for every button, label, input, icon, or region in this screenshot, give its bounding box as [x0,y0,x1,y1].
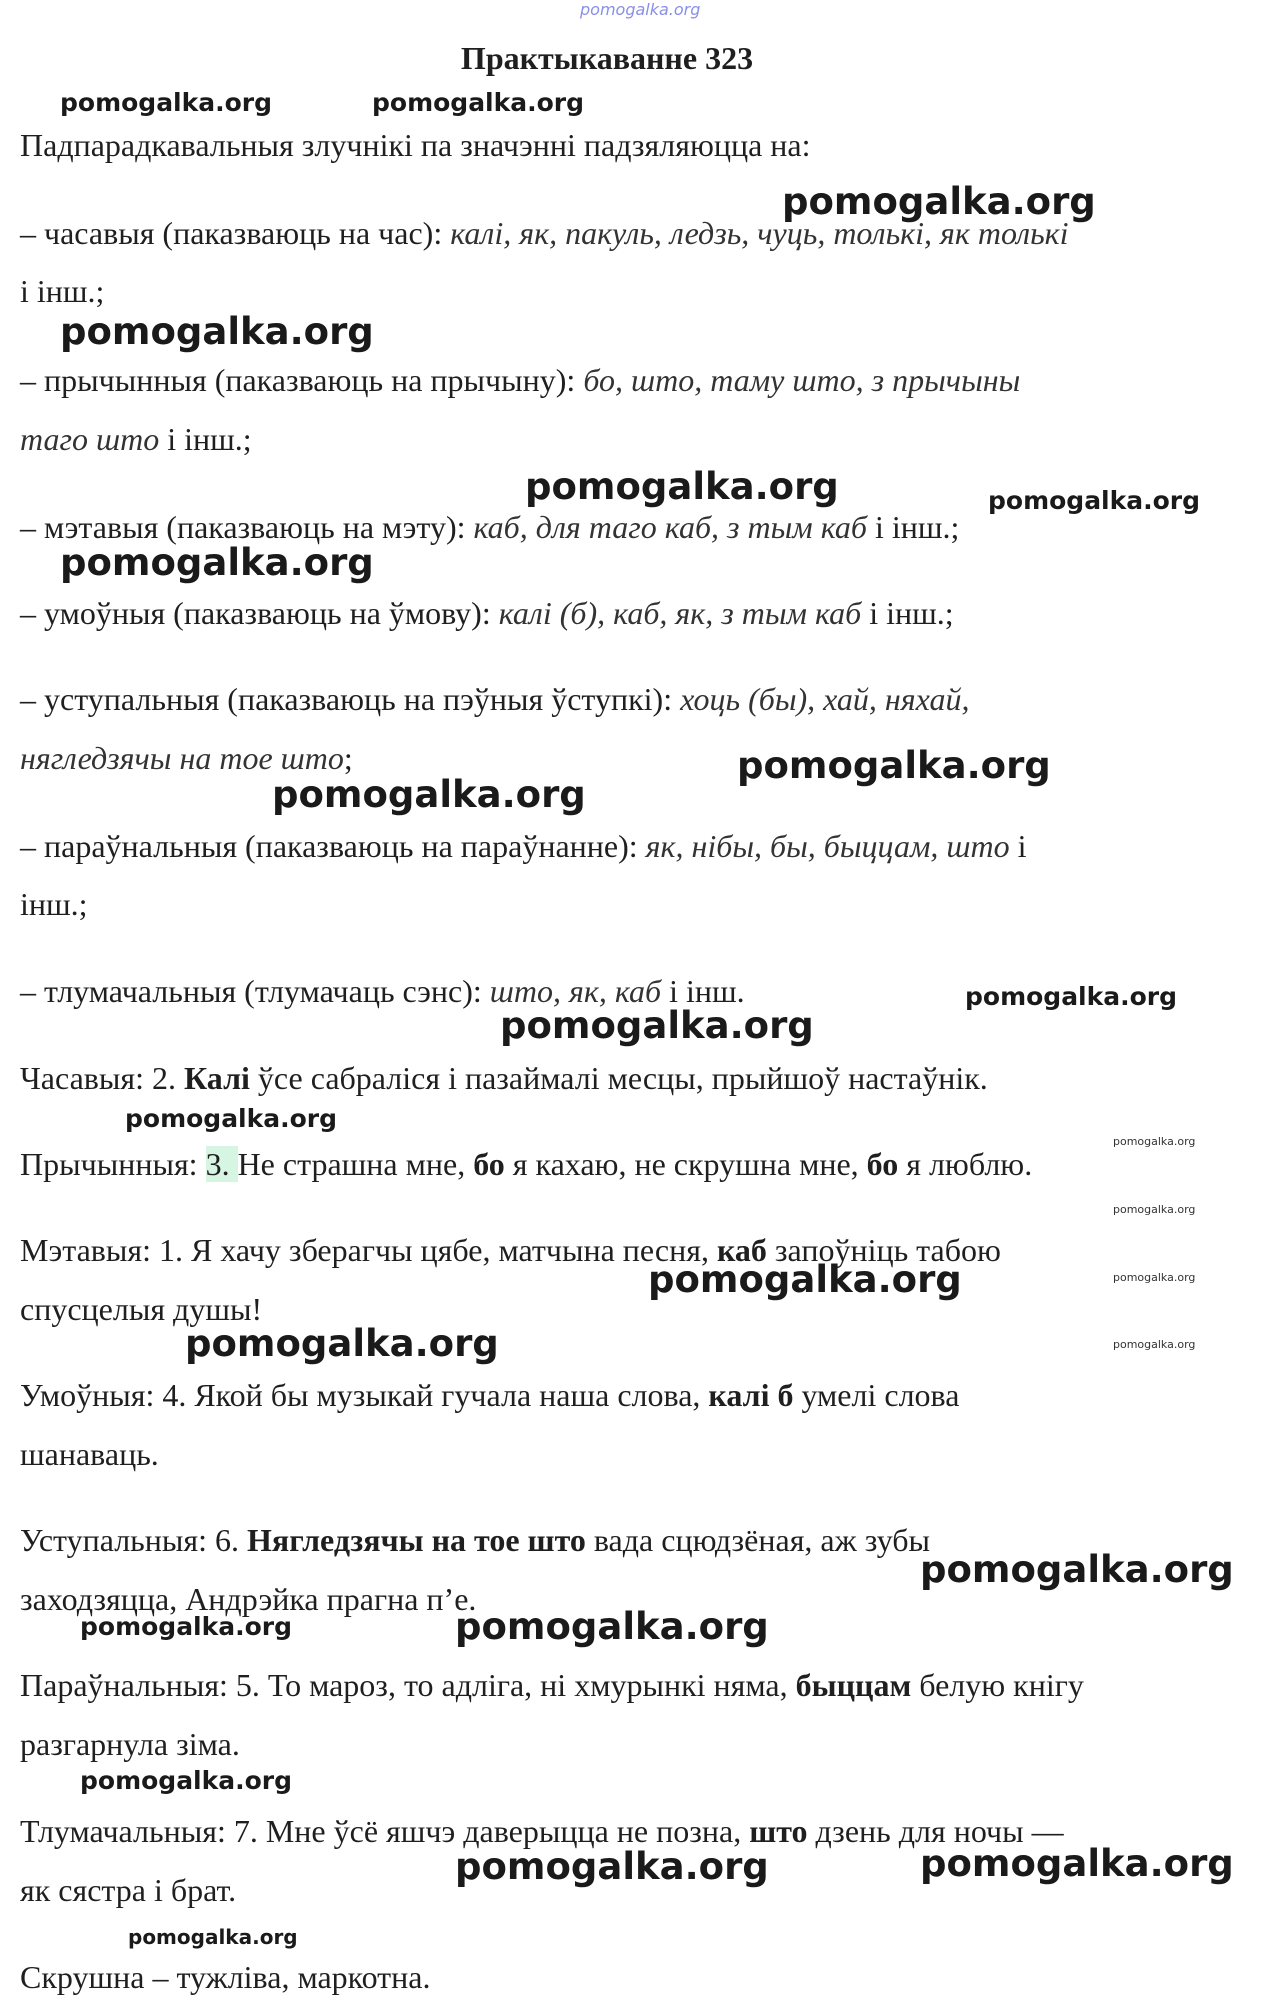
watermark: pomogalka.org [60,88,273,117]
answer-conjunction: што [749,1813,808,1849]
watermark: pomogalka.org [648,1258,962,1301]
answer-causal [20,1144,1032,1184]
answer-text: заходзяцца, Андрэйка прагна п’е. [20,1581,477,1617]
watermark: pomogalka.org [60,541,374,584]
type-comparative [20,826,1027,866]
answer-conjunction: калі б [708,1377,794,1413]
watermark: pomogalka.org [1113,1203,1196,1216]
intro-text: Падпарадкавальныя злучнікі па значэнні падзяляюцца на: [20,127,811,163]
answer-rest: запоўніць табою [766,1232,1001,1268]
answer-label: Тлумачальныя: [20,1813,234,1849]
type-label: – параўнальныя (паказваюць на параўнанне): [20,828,646,864]
type-examples: што, як, каб [489,973,662,1009]
type-label: – прычынныя (паказваюць на прычыну): [20,362,584,398]
answer-rest: ўсе сабраліся і пазаймалі месцы, прыйшоў настаўнік. [249,1060,988,1096]
type-label: – тлумачальныя (тлумачаць сэнс): [20,973,490,1009]
watermark-top: pomogalka.org [580,0,701,19]
answer-text: Якой бы музыкай гучала наша слова, [194,1377,709,1413]
type-examples: калі, як, пакуль, ледзь, чуць, толькі, як толькі [450,215,1069,251]
type-tail: і інш.; [159,421,252,457]
answer-label: Часавыя: [20,1060,153,1096]
answer-text: спусцелыя душы! [20,1291,263,1327]
watermark: pomogalka.org [455,1605,769,1648]
answer-label: Прычынныя: [20,1146,206,1182]
type-comparative-cont [20,884,88,924]
answer-label: Мэтавыя: [20,1232,159,1268]
answer-text: То мароз, то адліга, ні хмурынкі няма, [267,1667,796,1703]
answer-text: разгарнула зіма. [20,1726,240,1762]
answer-number: 6. [214,1522,247,1558]
watermark: pomogalka.org [1113,1338,1196,1351]
watermark: pomogalka.org [920,1842,1234,1885]
type-tail: і інш.; [861,595,954,631]
type-tail: інш.; [20,886,88,922]
answer-conjunction: бо [473,1146,505,1182]
watermark: pomogalka.org [988,486,1201,515]
type-tail: і інш. [661,973,745,1009]
watermark: pomogalka.org [920,1548,1234,1591]
watermark: pomogalka.org [455,1845,769,1888]
watermark: pomogalka.org [272,773,586,816]
watermark: pomogalka.org [128,1925,298,1949]
answer-number: 4. [162,1377,195,1413]
page-title: Практыкаванне 323 [460,40,754,76]
answer-comparative [20,1665,1084,1705]
watermark: pomogalka.org [965,982,1178,1011]
type-concessive [20,679,969,719]
answer-rest: умелі слова [793,1377,960,1413]
type-examples: каб, для таго каб, з тым каб [473,509,867,545]
watermark: pomogalka.org [80,1612,293,1641]
type-label: – часавыя (паказваюць на час): [20,215,451,251]
answer-conjunction: быццам [795,1667,912,1703]
type-tail: і інш.; [20,273,105,309]
type-tail: і [1009,828,1027,864]
answer-label: Умоўныя: [20,1377,163,1413]
type-tail: ; [343,740,353,776]
answer-label: Параўнальныя: [20,1667,236,1703]
watermark: pomogalka.org [1113,1135,1196,1148]
answer-text: Не страшна мне, [237,1146,474,1182]
type-temporal [20,213,1069,253]
answer-conditional [20,1375,959,1415]
answer-temporal [20,1058,988,1098]
type-causal-cont [20,419,252,459]
answer-label: Уступальныя: [20,1522,215,1558]
type-label: – умоўныя (паказваюць на ўмову): [20,595,499,631]
answer-concessive [20,1520,930,1560]
watermark: pomogalka.org [737,744,1051,787]
answer-conjunction: Калі [184,1060,250,1096]
type-examples: бо, што, таму што, з прычыны [583,362,1021,398]
answer-number: 3. [205,1146,238,1182]
answer-text: я кахаю, не скрушна мне, [504,1146,867,1182]
type-tail: і інш.; [866,509,960,545]
type-temporal-cont [20,271,104,311]
watermark: pomogalka.org [185,1322,499,1365]
answer-number: 7. [233,1813,266,1849]
answer-number: 1. [158,1232,191,1268]
answer-rest: белую кнігу [911,1667,1084,1703]
type-label: – мэтавыя (паказваюць на мэту): [20,509,474,545]
answer-rest: дзень для ночы — [807,1813,1064,1849]
type-examples: калі (б), каб, як, з тым каб [498,595,862,631]
answer-number: 5. [235,1667,268,1703]
answer-number: 2. [152,1060,185,1096]
type-conditional [20,593,954,633]
answer-conjunction: каб [716,1232,767,1268]
type-concessive-cont [20,738,353,778]
watermark: pomogalka.org [1113,1271,1196,1284]
watermark: pomogalka.org [782,180,1096,223]
answer-text: Я хачу зберагчы цябе, матчына песня, [190,1232,717,1268]
answer-conjunction: Нягледзячы на тое што [246,1522,586,1558]
answer-text: шанаваць. [20,1436,159,1472]
type-label: – уступальныя (паказваюць на пэўныя ўступкі): [20,681,681,717]
answer-conjunction: бо [866,1146,899,1182]
watermark: pomogalka.org [525,465,839,508]
type-causal [20,360,1020,400]
answer-comparative-cont [20,1724,240,1764]
type-examples: нягледзячы на тое што [20,740,344,776]
answer-rest: вада сцюдзёная, аж зубы [585,1522,931,1558]
watermark: pomogalka.org [125,1104,338,1133]
type-examples: таго што [20,421,160,457]
watermark: pomogalka.org [372,88,585,117]
watermark: pomogalka.org [60,310,374,353]
watermark: pomogalka.org [80,1766,293,1795]
answer-explanatory-cont [20,1870,236,1910]
answer-rest: я люблю. [898,1146,1033,1182]
type-examples: хоць (бы), хай, няхай, [680,681,970,717]
answer-text: як сястра і брат. [20,1872,237,1908]
watermark: pomogalka.org [500,1004,814,1047]
answer-text: Мне ўсё яшчэ даверыцца не позна, [265,1813,750,1849]
answer-conditional-cont [20,1434,159,1474]
type-examples: як, нібы, бы, быццам, што [645,828,1010,864]
glossary-note: Скрушна – тужліва, маркотна. [20,1959,431,1995]
